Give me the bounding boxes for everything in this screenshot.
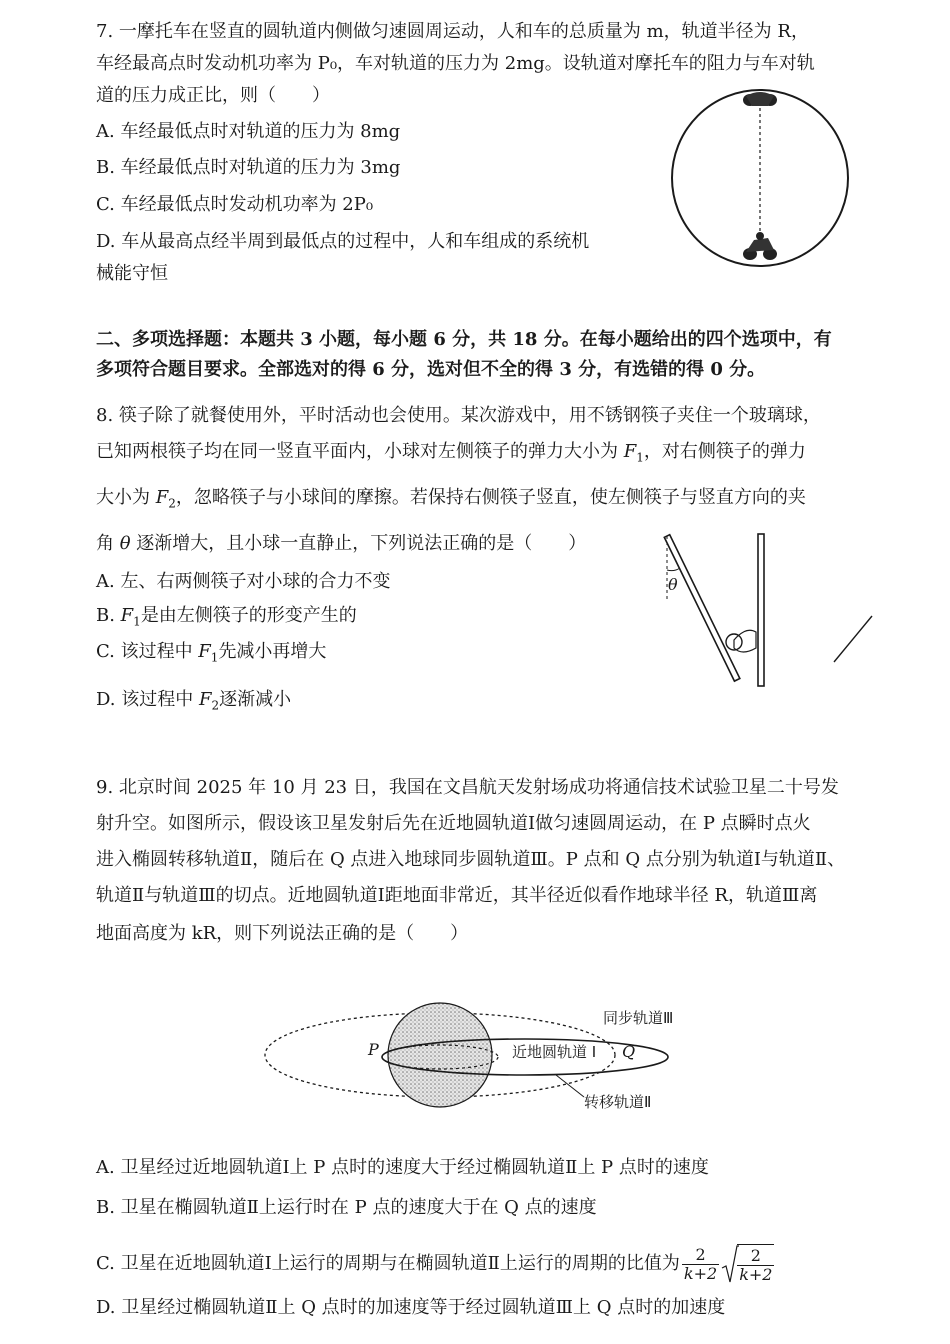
earth [388,1003,492,1107]
label-transfer-orbit: 转移轨道Ⅱ [584,1093,652,1111]
q8-stem-line-3: 大小为 $F_2$，忽略筷子与小球间的摩擦。若保持右侧筷子竖直，使左侧筷子与竖直方向的夹 [96,487,806,511]
q8-option-b: B. $F_1$是由左侧筷子的形变产生的 [96,605,357,629]
q7-option-c: C. 车经最低点时发动机功率为 2P₀ [96,194,374,215]
q8-stem-line-2: 已知两根筷子均在同一竖直平面内，小球对左侧筷子的弹力大小为 $F_1$，对右侧筷子的弹力 [96,441,806,465]
q9-option-a: A. 卫星经过近地圆轨道Ⅰ上 P 点时的速度大于经过椭圆轨道Ⅱ上 P 点时的速度 [96,1157,709,1178]
q8-option-d: D. 该过程中 $F_2$逐渐减小 [96,689,292,713]
q9-option-d: D. 卫星经过椭圆轨道Ⅱ上 Q 点时的加速度等于经过圆轨道Ⅲ上 Q 点时的加速度 [96,1297,726,1318]
q7-option-d: D. 车从最高点经半周到最低点的过程中，人和车组成的系统机 [96,231,590,252]
ratio-sqrt: $\frac{2}{k+2}$ [721,1244,774,1284]
section-2-line-1: 二、多项选择题：本题共 3 小题，每小题 6 分，共 18 分。在每小题给出的四个选项中，有 [96,329,832,350]
q9-stem-line-4: 轨道Ⅱ与轨道Ⅲ的切点。近地圆轨道Ⅰ距地面非常近，其半径近似看作地球半径 R，轨道Ⅲ离 [96,885,818,906]
q7-option-b: B. 车经最低点时对轨道的压力为 3mg [96,157,401,178]
q9-orbit-figure [250,995,710,1125]
q7-stem-line-3: 道的压力成正比，则（ ） [96,85,330,106]
motorcycle-bottom-icon [743,232,777,260]
q9-option-c: C. 卫星在近地圆轨道Ⅰ上运行的周期与在椭圆轨道Ⅱ上运行的周期的比值为 $\frac{2}{k+2}$ $\frac{2}{k+2}$ [96,1244,773,1284]
q9-stem-line-3: 进入椭圆转移轨道Ⅱ，随后在 Q 点进入地球同步圆轨道Ⅲ。P 点和 Q 点分别为轨道Ⅰ与轨道Ⅱ、 [96,849,846,870]
right-chopstick [758,534,764,686]
q8-chopsticks-figure [650,530,890,690]
label-Q: Q [622,1042,636,1061]
symbol-f2: F [155,487,169,508]
label-near-orbit: 近地圆轨道 Ⅰ [512,1043,597,1061]
q8-stem-line-4: 角 θ 逐渐增大，且小球一直静止，下列说法正确的是（ ） [96,533,587,554]
motorcycle-top-icon [743,92,777,106]
q7-circular-track-figure [668,86,852,270]
ratio-fraction: $\frac{2}{k+2}$ [683,1244,718,1283]
q9-stem-line-2: 射升空。如图所示，假设该卫星发射后先在近地圆轨道Ⅰ做匀速圆周运动，在 P 点瞬时点火 [96,813,811,834]
left-chopstick [664,535,740,681]
angle-theta-label: θ [668,575,678,594]
label-P: P [368,1040,379,1059]
label-sync-orbit: 同步轨道Ⅲ [603,1009,674,1027]
symbol-f1: F [623,441,637,462]
q7-option-d-cont: 械能守恒 [96,263,168,284]
q7-option-a: A. 车经最低点时对轨道的压力为 8mg [96,121,401,142]
q7-stem-line-1: 7. 一摩托车在竖直的圆轨道内侧做匀速圆周运动，人和车的总质量为 m，轨道半径为 R， [96,21,809,42]
angle-arc [667,568,680,571]
section-2-line-2: 多项符合题目要求。全部选对的得 6 分，选对但不全的得 3 分，有选错的得 0 分。 [96,359,766,380]
q9-stem-line-5: 地面高度为 kR，则下列说法正确的是（ ） [96,923,469,944]
q9-stem-line-1: 9. 北京时间 2025 年 10 月 23 日，我国在文昌航天发射场成功将通信技术试验卫星二十号发 [96,777,839,798]
q7-stem-line-2: 车经最高点时发动机功率为 P₀，车对轨道的压力为 2mg。设轨道对摩托车的阻力与车对轨 [96,53,815,74]
symbol-theta: θ [119,533,131,554]
q8-stem-line-1: 8. 筷子除了就餐使用外，平时活动也会使用。某次游戏中，用不锈钢筷子夹住一个玻璃球， [96,405,821,426]
stray-line [834,616,872,662]
q8-option-a: A. 左、右两侧筷子对小球的合力不变 [96,571,391,592]
q9-option-b: B. 卫星在椭圆轨道Ⅱ上运行时在 P 点的速度大于在 Q 点的速度 [96,1197,597,1218]
q8-option-c: C. 该过程中 $F_1$先减小再增大 [96,641,327,665]
